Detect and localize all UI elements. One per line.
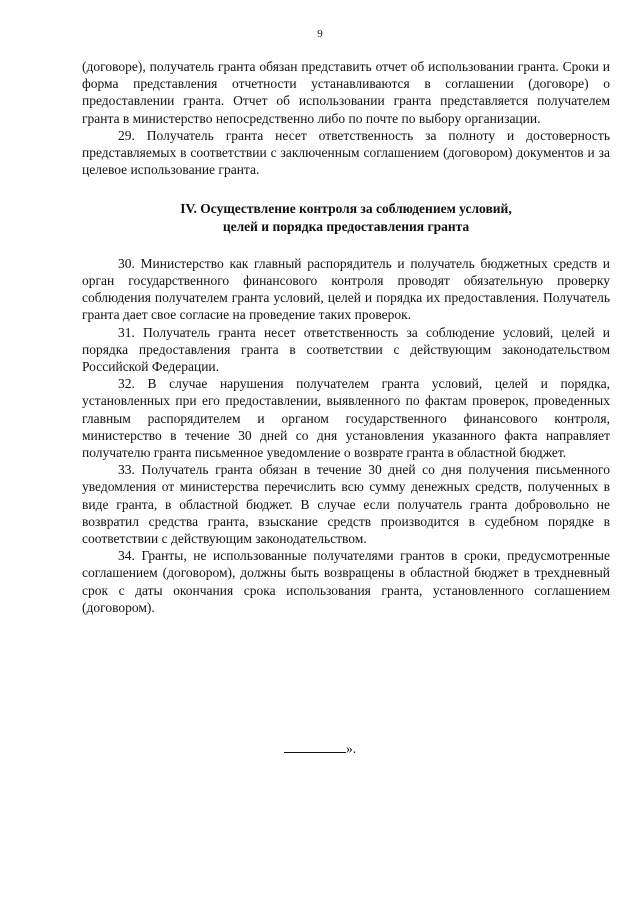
paragraph-30: 30. Министерство как главный распорядитель и получатель бюджетных средств и орган государственного финансового контроля проводят обязательную проверку соблюдения получателем гранта условий, целей и порядка их предоставления. Получатель гранта дает свое согласие на проведение таких проверок.	[82, 255, 610, 323]
section-heading	[82, 200, 610, 234]
closing-quote-mark: ».	[345, 741, 357, 756]
paragraph-32: 32. В случае нарушения получателем гранта условий, целей и порядка, установленных при его предоставлении, выявленного по фактам проверок, проведенных главным распорядителем и органом государственного финансового контроля, министерство в течение 30 дней со дня установления указанного факта направляет получателю гранта письменное уведомление о возврате гранта в областной бюджет.	[82, 376, 610, 461]
closing-line	[0, 740, 640, 757]
paragraph-34: 34. Гранты, не использованные получателями грантов в сроки, предусмотренные соглашением (договором), должны быть возвращены в областной бюджет в трехдневный срок с даты окончания срока использования гранта, установленного соглашением (договором).	[82, 548, 610, 615]
document-body	[82, 58, 610, 616]
page-number: 9	[317, 28, 323, 40]
section-heading-line-1: IV. Осуществление контроля за соблюдением условий,	[180, 201, 512, 217]
blank-underline	[284, 740, 346, 753]
paragraph-33: 33. Получатель гранта обязан в течение 30 дней со дня получения письменного уведомления от министерства перечислить всю сумму денежных средств, полученных в виде гранта, в областной бюджет. В случае если получатель гранта добровольно не возвратил средства гранта, взыскание средств производится в судебном порядке в соответствии с действующим законодательством.	[82, 462, 610, 547]
paragraph-31: 31. Получатель гранта несет ответственность за соблюдение условий, целей и порядка предоставления гранта в соответствии с действующим законодательством Российской Федерации.	[82, 324, 610, 375]
paragraph-29: 29. Получатель гранта несет ответственность за полноту и достоверность представляемых в соответствии с заключенным соглашением (договором) документов и за целевое использование гранта.	[82, 127, 610, 178]
paragraph-continuation: (договоре), получатель гранта обязан представить отчет об использовании гранта. Сроки и форма представления отчетности устанавливаются в соглашении (договоре) о предоставлении гранта. Отчет об использовании гранта представляется получателем гранта в министерство непосредственно либо по почте по выбору организации.	[82, 59, 610, 126]
section-heading-line-2: целей и порядка предоставления гранта	[222, 218, 470, 234]
